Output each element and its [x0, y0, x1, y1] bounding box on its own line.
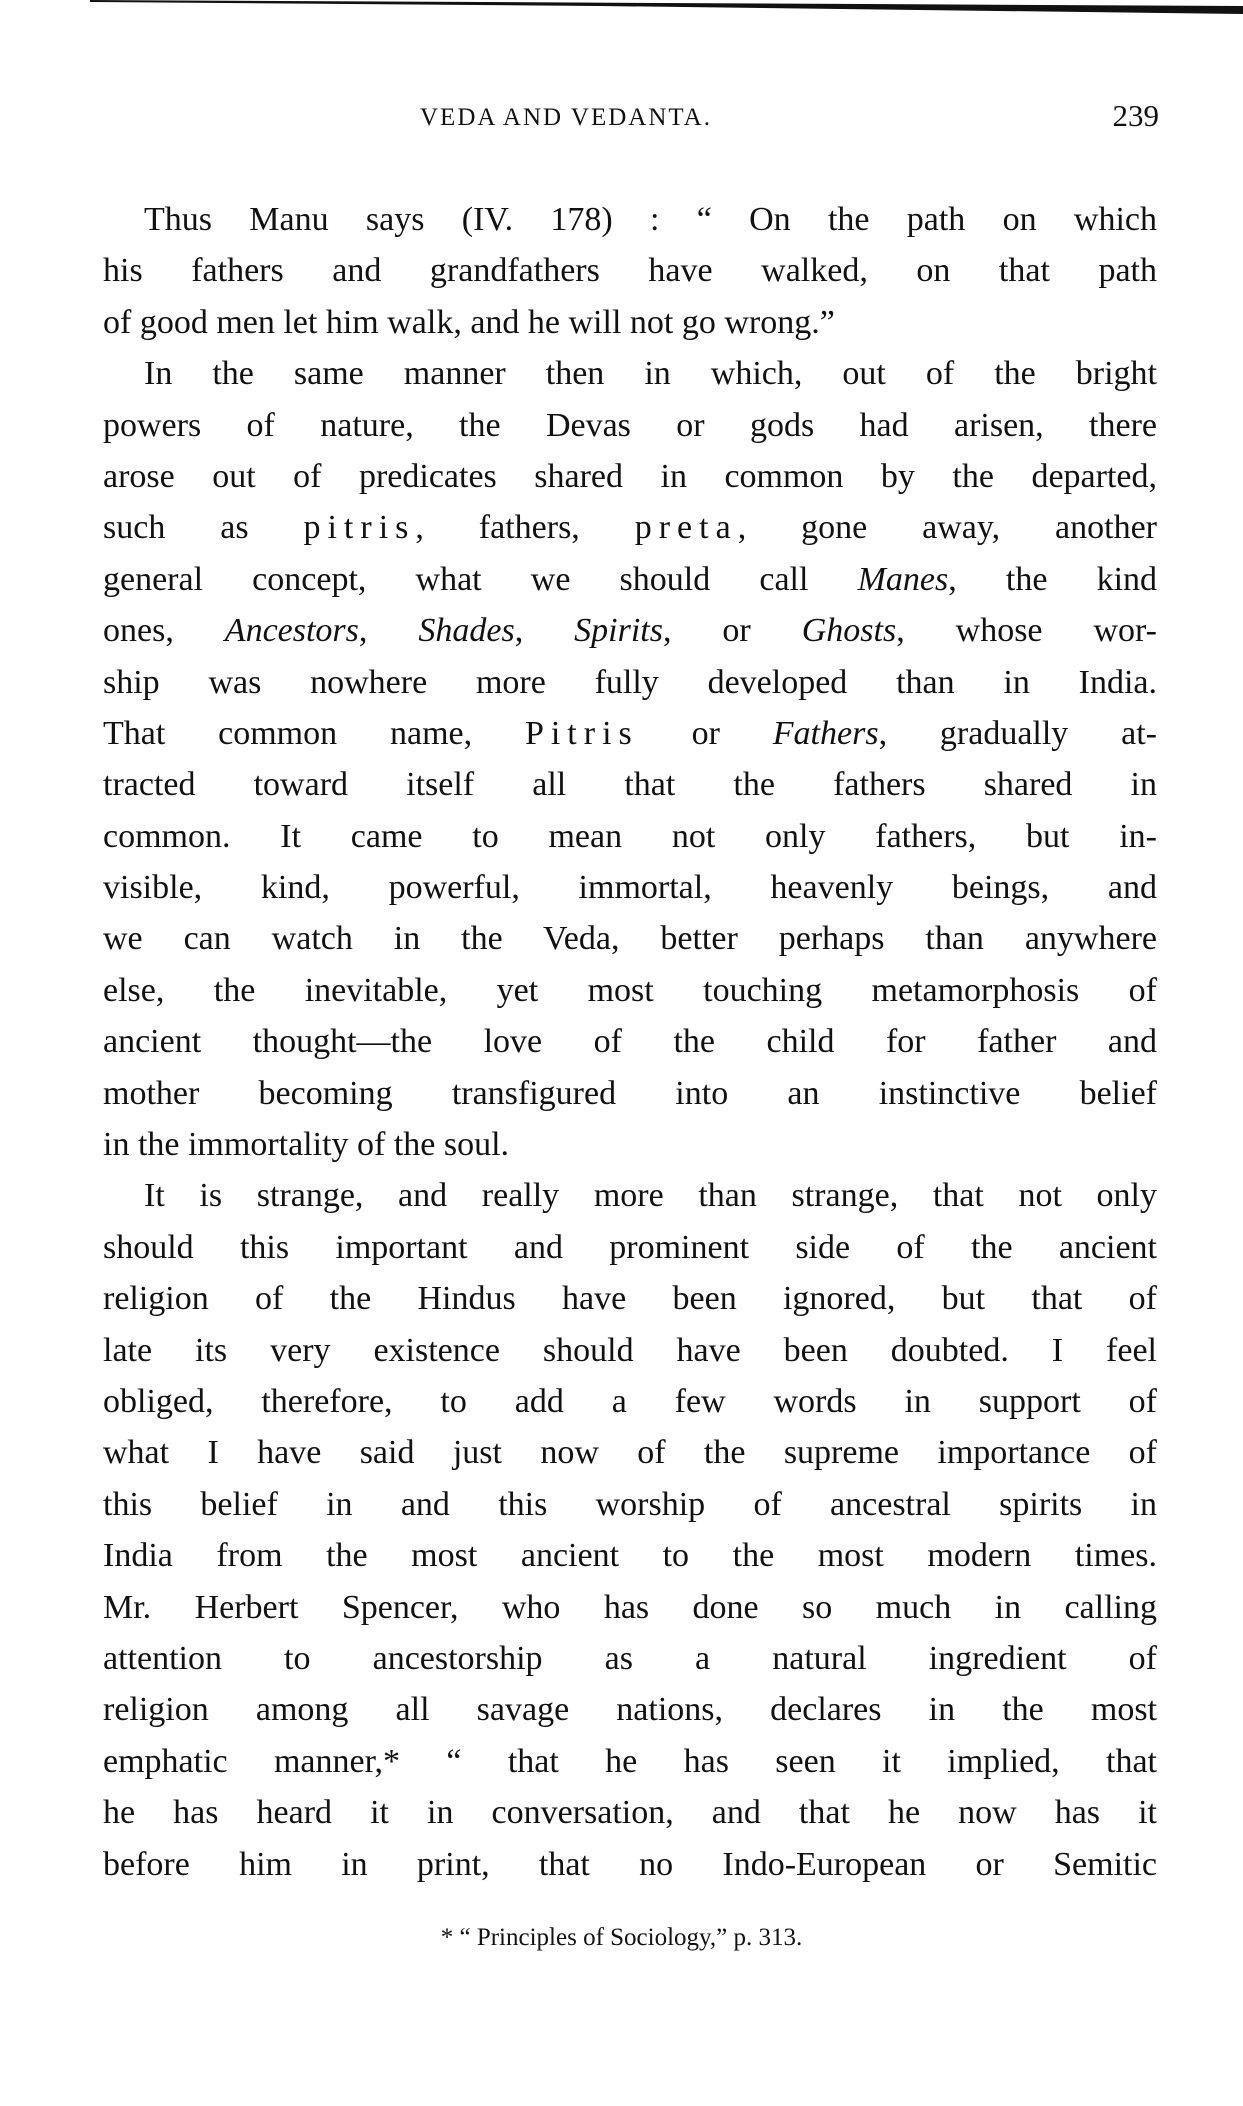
text-run: Mr. Herbert Spencer, who has done so much in calling	[103, 1588, 1157, 1626]
text-run: ,	[514, 612, 575, 650]
text-line	[103, 554, 1157, 605]
text-run: this belief in and this worship of ancestral spirits in	[103, 1485, 1157, 1523]
text-line	[103, 1170, 1157, 1221]
body-text	[103, 194, 1157, 1890]
text-run: of good men let him walk, and he will not go wrong.”	[103, 303, 835, 341]
text-run: In the same manner then in which, out of the bright	[144, 355, 1157, 393]
text-run: , or	[662, 612, 802, 650]
italic-term: Ghosts	[801, 612, 897, 650]
text-line	[103, 657, 1157, 708]
text-line	[103, 1068, 1157, 1119]
text-line	[103, 605, 1157, 656]
text-run: in the immortality of the soul.	[103, 1126, 510, 1164]
text-run: emphatic manner,* “ that he has seen it implied, that	[103, 1742, 1157, 1780]
page-number: 239	[1112, 98, 1159, 133]
text-line	[103, 297, 1157, 348]
text-line	[103, 1736, 1157, 1787]
top-page-edge-rule	[0, 0, 1243, 24]
text-run: else, the inevitable, yet most touching metamorphosis of	[103, 971, 1157, 1009]
text-line	[103, 194, 1157, 245]
text-run: before him in print, that no Indo-European or Semitic	[103, 1845, 1157, 1883]
text-run: religion among all savage nations, declares in the most	[103, 1691, 1157, 1729]
text-line	[103, 1839, 1157, 1890]
footnote: * “ Principles of Sociology,” p. 313.	[440, 1924, 803, 1951]
text-line	[103, 1222, 1157, 1273]
italic-term: Spirits	[574, 612, 663, 650]
text-run: arose out of predicates shared in common by the departed,	[103, 457, 1157, 495]
text-run: general concept, what we should call	[103, 560, 858, 598]
text-line	[103, 1325, 1157, 1376]
text-line	[103, 1633, 1157, 1684]
text-run: religion of the Hindus have been ignored, but that of	[103, 1280, 1157, 1318]
text-run: powers of nature, the Devas or gods had arisen, there	[103, 406, 1157, 444]
text-run: tracted toward itself all that the fathers shared in	[103, 766, 1157, 804]
text-run: visible, kind, powerful, immortal, heavenly beings, and	[103, 869, 1157, 907]
text-run: ones,	[103, 612, 225, 650]
spaced-term: pitris	[303, 509, 416, 547]
text-run: ship was nowhere more fully developed than in India.	[103, 663, 1157, 701]
text-run: That common name,	[103, 714, 525, 752]
text-line	[103, 1582, 1157, 1633]
text-run: or	[638, 714, 773, 752]
spaced-term: preta	[634, 509, 738, 547]
text-line	[103, 1119, 1157, 1170]
text-line	[103, 400, 1157, 451]
text-line	[103, 1273, 1157, 1324]
text-line	[103, 811, 1157, 862]
text-run: what I have said just now of the supreme importance of	[103, 1434, 1157, 1472]
text-run: obliged, therefore, to add a few words in support of	[103, 1382, 1157, 1420]
text-line	[103, 965, 1157, 1016]
text-run: we can watch in the Veda, better perhaps than anywhere	[103, 920, 1157, 958]
text-line	[103, 1530, 1157, 1581]
text-run: should this important and prominent side of the ancient	[103, 1228, 1157, 1266]
italic-term: Shades	[418, 612, 515, 650]
italic-term: Fathers	[772, 714, 879, 752]
text-line	[103, 708, 1157, 759]
text-run: It is strange, and really more than strange, that not only	[144, 1177, 1157, 1215]
text-run: , the kind	[948, 560, 1158, 598]
text-line	[103, 1684, 1157, 1735]
text-line	[103, 862, 1157, 913]
running-title: VEDA AND VEDANTA.	[420, 104, 712, 131]
text-line	[103, 451, 1157, 502]
text-line	[103, 502, 1157, 553]
text-line	[103, 1016, 1157, 1067]
text-run: ,	[358, 612, 419, 650]
text-line	[103, 759, 1157, 810]
text-run: attention to ancestorship as a natural ingredient of	[103, 1639, 1157, 1677]
text-line	[103, 1479, 1157, 1530]
text-run: he has heard it in conversation, and that he now has it	[103, 1794, 1157, 1832]
text-line	[103, 913, 1157, 964]
italic-term: Ancestors	[224, 612, 359, 650]
text-line	[103, 1787, 1157, 1838]
text-run: mother becoming transfigured into an instinctive belief	[103, 1074, 1157, 1112]
text-line	[103, 1376, 1157, 1427]
text-line	[103, 1427, 1157, 1478]
text-line	[103, 348, 1157, 399]
text-run: his fathers and grandfathers have walked, on that path	[103, 252, 1157, 290]
text-run: late its very existence should have been doubted. I feel	[103, 1331, 1157, 1369]
text-run: such as	[103, 509, 304, 547]
text-run: Thus Manu says (IV. 178) : “ On the path on which	[144, 201, 1157, 238]
spaced-term: Pitris	[524, 714, 639, 752]
text-run: , whose wor-	[896, 612, 1158, 650]
text-run: , fathers,	[415, 509, 635, 547]
text-run: common. It came to mean not only fathers, but in-	[103, 817, 1157, 855]
text-run: , gone away, another	[737, 509, 1157, 547]
text-run: , gradually at-	[878, 714, 1158, 752]
italic-term: Manes	[857, 560, 949, 598]
text-run: India from the most ancient to the most modern times.	[103, 1537, 1157, 1575]
text-line	[103, 245, 1157, 296]
text-run: ancient thought—the love of the child for father and	[103, 1023, 1157, 1061]
